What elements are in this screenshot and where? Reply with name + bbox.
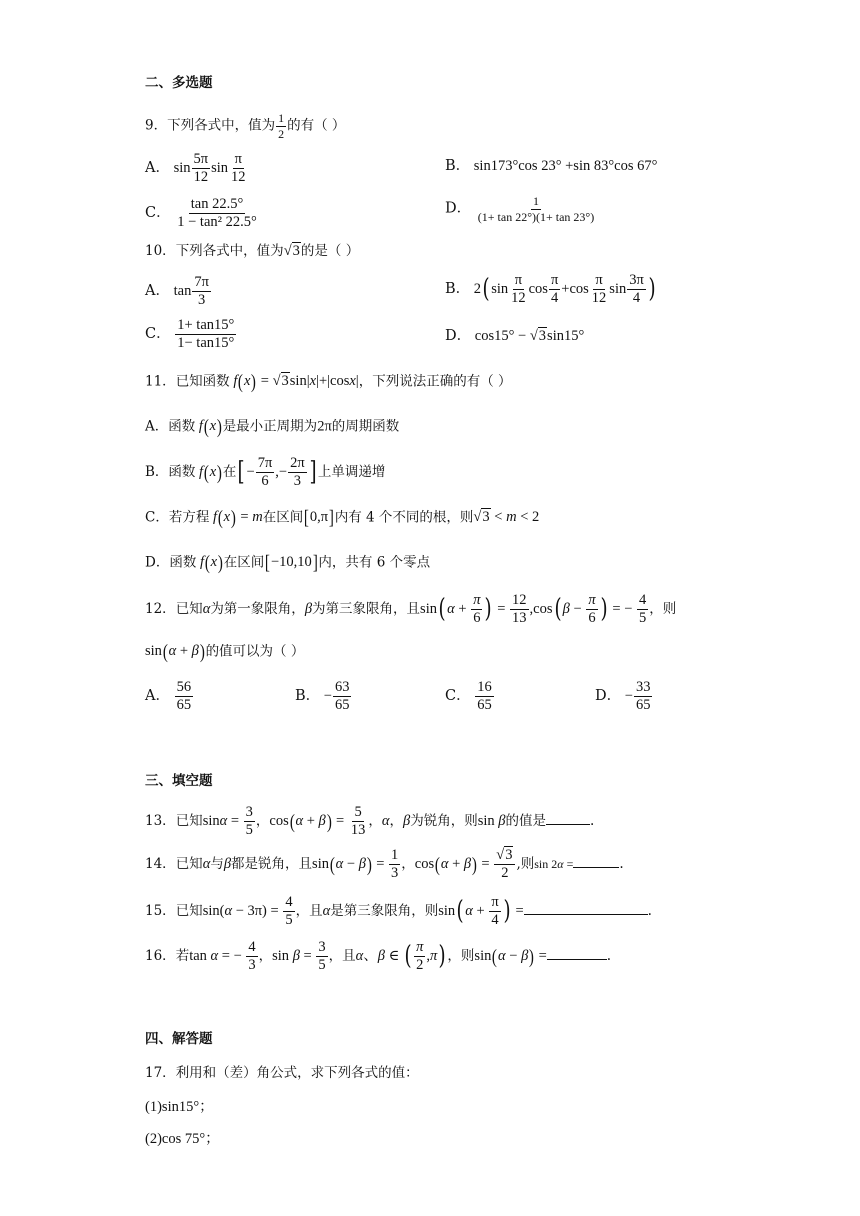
question-15-text-b: ，且 [295, 903, 323, 920]
question-13: 13．已知sinα = $\frac{3}{5}$ ，cos(α + β) = $\frac{5}{13}$ ，α，β为锐角，则sin β的值是 . [145, 804, 595, 839]
fraction-denominator: 65 [176, 697, 192, 714]
fraction-numerator: 33 [634, 680, 653, 697]
fraction-denominator: 2 [278, 126, 285, 141]
fraction-denominator: 65 [635, 697, 651, 714]
question-13-text-c: ， [368, 813, 382, 830]
question-16-text-a: 若 [175, 948, 190, 965]
question-12-stem-line2: sin(α + β)的值可以为（ ） [145, 641, 305, 663]
option-label: C． [145, 326, 171, 343]
option-label: B． [445, 281, 471, 298]
question-10-text-a: 下列各式中，值为 [175, 243, 284, 259]
option-expression-a: cos15° − [474, 328, 530, 344]
fraction-numerator: 7π [192, 275, 211, 292]
fraction-numerator: 1+ tan15° [175, 318, 236, 335]
option-label: A． [145, 160, 170, 177]
option-label: C． [445, 688, 471, 705]
question-17-stem [145, 1067, 419, 1081]
option-label: D． [445, 200, 472, 217]
question-13-text-e: 为锐角，则 [410, 813, 478, 830]
question-16-text-d: ，则 [447, 948, 475, 965]
question-10-option-a: A． tan $\frac{7\pi}{3}$ [145, 274, 209, 309]
fraction-denominator: 1− tan15° [177, 335, 235, 352]
question-12-number: 12． [145, 601, 176, 618]
question-13-text-b: ， [255, 813, 270, 830]
question-15: 15．已知sin(α − 3π) = $\frac{4}{5}$ ，且α是第三象限角，则sin( α + $\frac{\pi}{4}$ ) = . [145, 894, 652, 929]
question-12-option-d: D． − $\frac{33}{65}$ [595, 679, 651, 714]
option-text-c: 内有 4 个不同的根，则 [334, 509, 474, 526]
fraction-denominator: 65 [334, 697, 350, 714]
option-label: C． [145, 205, 171, 222]
question-14-number: 14． [145, 856, 176, 873]
question-16-text-b: ， [258, 948, 273, 965]
question-14-text-e: ,则 [516, 856, 535, 873]
question-12-option-a [145, 680, 194, 713]
part-label: (2) [145, 1131, 162, 1147]
fraction-numerator: 63 [333, 680, 352, 697]
fraction-denominator: (1+ tan 22°)(1+ tan 23°) [477, 209, 595, 224]
question-11-option-d: D．函数 f(x)在区间[−10,10]内，共有 6 个零点 [145, 552, 431, 574]
question-12-option-b: B． − $\frac{63}{65}$ [295, 679, 350, 714]
option-text-a: B．函数 [145, 464, 196, 481]
part-expression: sin15°； [161, 1099, 214, 1115]
option-label: A． [145, 283, 170, 300]
question-14: 14．已知α与β都是锐角，且sin(α − β) = $\frac{1}{3}$ ，cos(α + β) = $\frac{√3}{2}$ ,则sin 2α = . [145, 847, 624, 882]
question-14-text-c: 都是锐角，且 [231, 856, 313, 873]
option-text-c: 的周期函数 [331, 418, 400, 435]
option-text-c: 内，共有 6 个零点 [318, 554, 431, 571]
question-15-text-c: 是第三象限角，则 [330, 903, 439, 920]
question-14-text-a: 已知 [175, 856, 203, 873]
question-14-text-d: ， [401, 856, 415, 873]
question-17-part-1 [145, 1100, 214, 1115]
question-9-option-a: A． sin $\frac{5\pi}{12}$ sin $\frac{\pi}{12}$ [145, 151, 246, 186]
question-10-stem: 10．下列各式中，值为√3的是（ ） [145, 243, 360, 259]
question-12-text-b: 为第一象限角， [210, 601, 305, 618]
question-12-text-d: ，则 [649, 601, 677, 618]
answer-blank[interactable] [524, 914, 648, 915]
question-16-text-c: ，且 [328, 948, 356, 965]
question-9-option-d [445, 195, 597, 223]
question-14-text-b: 与 [210, 856, 224, 873]
fraction-numerator: π [233, 152, 244, 169]
question-16-text-e: . [606, 948, 612, 965]
question-16: 16．若tan α = − $\frac{4}{3}$ ，sin β = $\frac{3}{5}$ ，且α、β ∈ ( $\frac{\pi}{2}$ ,π) ，则sin(α − β) = . [145, 939, 612, 974]
question-17-part-2 [145, 1132, 220, 1147]
question-13-text-f: 的值是 [505, 813, 546, 830]
question-10-option-c [145, 318, 237, 351]
answer-blank[interactable] [573, 867, 619, 868]
section-heading-solution: 四、解答题 [145, 1031, 213, 1047]
part-expression: cos 75°； [161, 1131, 220, 1147]
fraction-numerator: 5π [192, 152, 211, 169]
question-15-text-a: 已知 [175, 903, 203, 920]
fraction-denominator: 3 [197, 292, 206, 309]
question-11-option-c: C．若方程 f(x) = m在区间[0,π]内有 4 个不同的根，则√3 < m < 2 [145, 507, 540, 529]
fraction-numerator: 16 [475, 680, 494, 697]
question-13-text-a: 已知 [175, 813, 203, 830]
question-17-number: 17． [145, 1065, 176, 1081]
question-15-text-d: . [647, 903, 652, 920]
fraction-denominator: 1 − tan² 22.5° [177, 214, 257, 231]
fraction-denominator: 65 [477, 697, 492, 714]
answer-blank[interactable] [546, 824, 590, 825]
option-text-c: 上单调递增 [317, 464, 386, 481]
question-12-text-e: 的值可以为（ ） [205, 643, 305, 660]
question-17-text: 利用和（差）角公式，求下列各式的值： [175, 1065, 419, 1081]
question-9-option-b [445, 159, 657, 174]
fraction-numerator: tan 22.5° [189, 197, 246, 214]
question-12-text-a: 已知 [175, 601, 203, 618]
question-10-number: 10． [145, 243, 176, 259]
question-10-option-d: D． cos15° − √3sin15° [445, 328, 585, 344]
option-label: D． [445, 328, 472, 344]
question-12-text-c: 为第三象限角，且 [312, 601, 421, 618]
question-13-number: 13． [145, 813, 176, 830]
question-15-number: 15． [145, 903, 176, 920]
section-heading-multiple-choice: 二、多选题 [145, 75, 213, 91]
question-14-text-f: . [619, 856, 624, 873]
question-11-number: 11． [145, 373, 176, 390]
question-13-text-d: ， [389, 813, 403, 830]
question-10-text-b: 的是（ ） [300, 243, 360, 259]
fraction-denominator: 12 [193, 169, 209, 186]
option-expression: sin173°cos 23° +sin 83°cos 67° [473, 158, 658, 174]
option-label: B． [445, 158, 471, 174]
option-label: A． [145, 688, 170, 705]
question-13-text-g: . [589, 813, 595, 830]
answer-blank[interactable] [547, 959, 607, 960]
question-12-option-c [445, 680, 495, 713]
question-11-text-b: ，下列说法正确的有（ ） [358, 373, 512, 390]
option-expression-b: sin15° [547, 328, 585, 344]
fraction-numerator: 1 [532, 194, 539, 208]
option-label: B． [295, 688, 321, 705]
option-text-a: C．若方程 [145, 509, 210, 526]
part-label: (1) [145, 1099, 162, 1115]
option-text-b: 是最小正周期为 [222, 418, 318, 435]
option-label: D． [595, 688, 622, 705]
question-11-stem: 11．已知函数 f(x) = √3sin|x|+|cosx|，下列说法正确的有（ ） [145, 371, 512, 393]
option-text-b: 在区间 [223, 554, 265, 571]
question-10-option-b: B． 2( sin $\frac{\pi}{12}$ cos $\frac{\pi}{4}$ +cos $\frac{\pi}{12}$ sin $\frac{3\pi}{4}$ ) [445, 272, 656, 307]
option-text-a: D．函数 [145, 554, 197, 571]
question-9-number: 9． [145, 117, 168, 134]
option-text-b: 在 [222, 464, 237, 481]
question-11-option-a: A．函数 f(x)是最小正周期为2π的周期函数 [145, 416, 400, 438]
question-11-option-b: B．函数 f(x)在[ − $\frac{7\pi}{6}$ ,− $\frac{2\pi}{3}$ ] 上单调递增 [145, 455, 386, 490]
question-9-stem [145, 112, 345, 140]
question-9-option-c [145, 197, 260, 230]
question-11-text-a: 已知函数 [175, 373, 230, 390]
fraction-numerator: 56 [175, 680, 194, 697]
option-text-a: A．函数 [145, 418, 196, 435]
question-9-text-a: 下列各式中，值为 [167, 117, 276, 134]
option-text-b: 在区间 [262, 509, 304, 526]
question-9-text-b: 的有（ ） [287, 117, 346, 134]
fraction-numerator: 1 [278, 111, 285, 125]
fraction-denominator: 12 [231, 169, 246, 186]
question-12-stem: 12．已知α为第一象限角，β为第三象限角，且sin( α + $\frac{\pi}{6}$ ) = $\frac{12}{13}$ ,cos( β − $\frac{\pi}{6}$ ) = − $\frac{4}{5}$ ，则 [145, 592, 677, 627]
question-16-number: 16． [145, 948, 176, 965]
section-heading-fill-blank: 三、填空题 [145, 773, 213, 789]
